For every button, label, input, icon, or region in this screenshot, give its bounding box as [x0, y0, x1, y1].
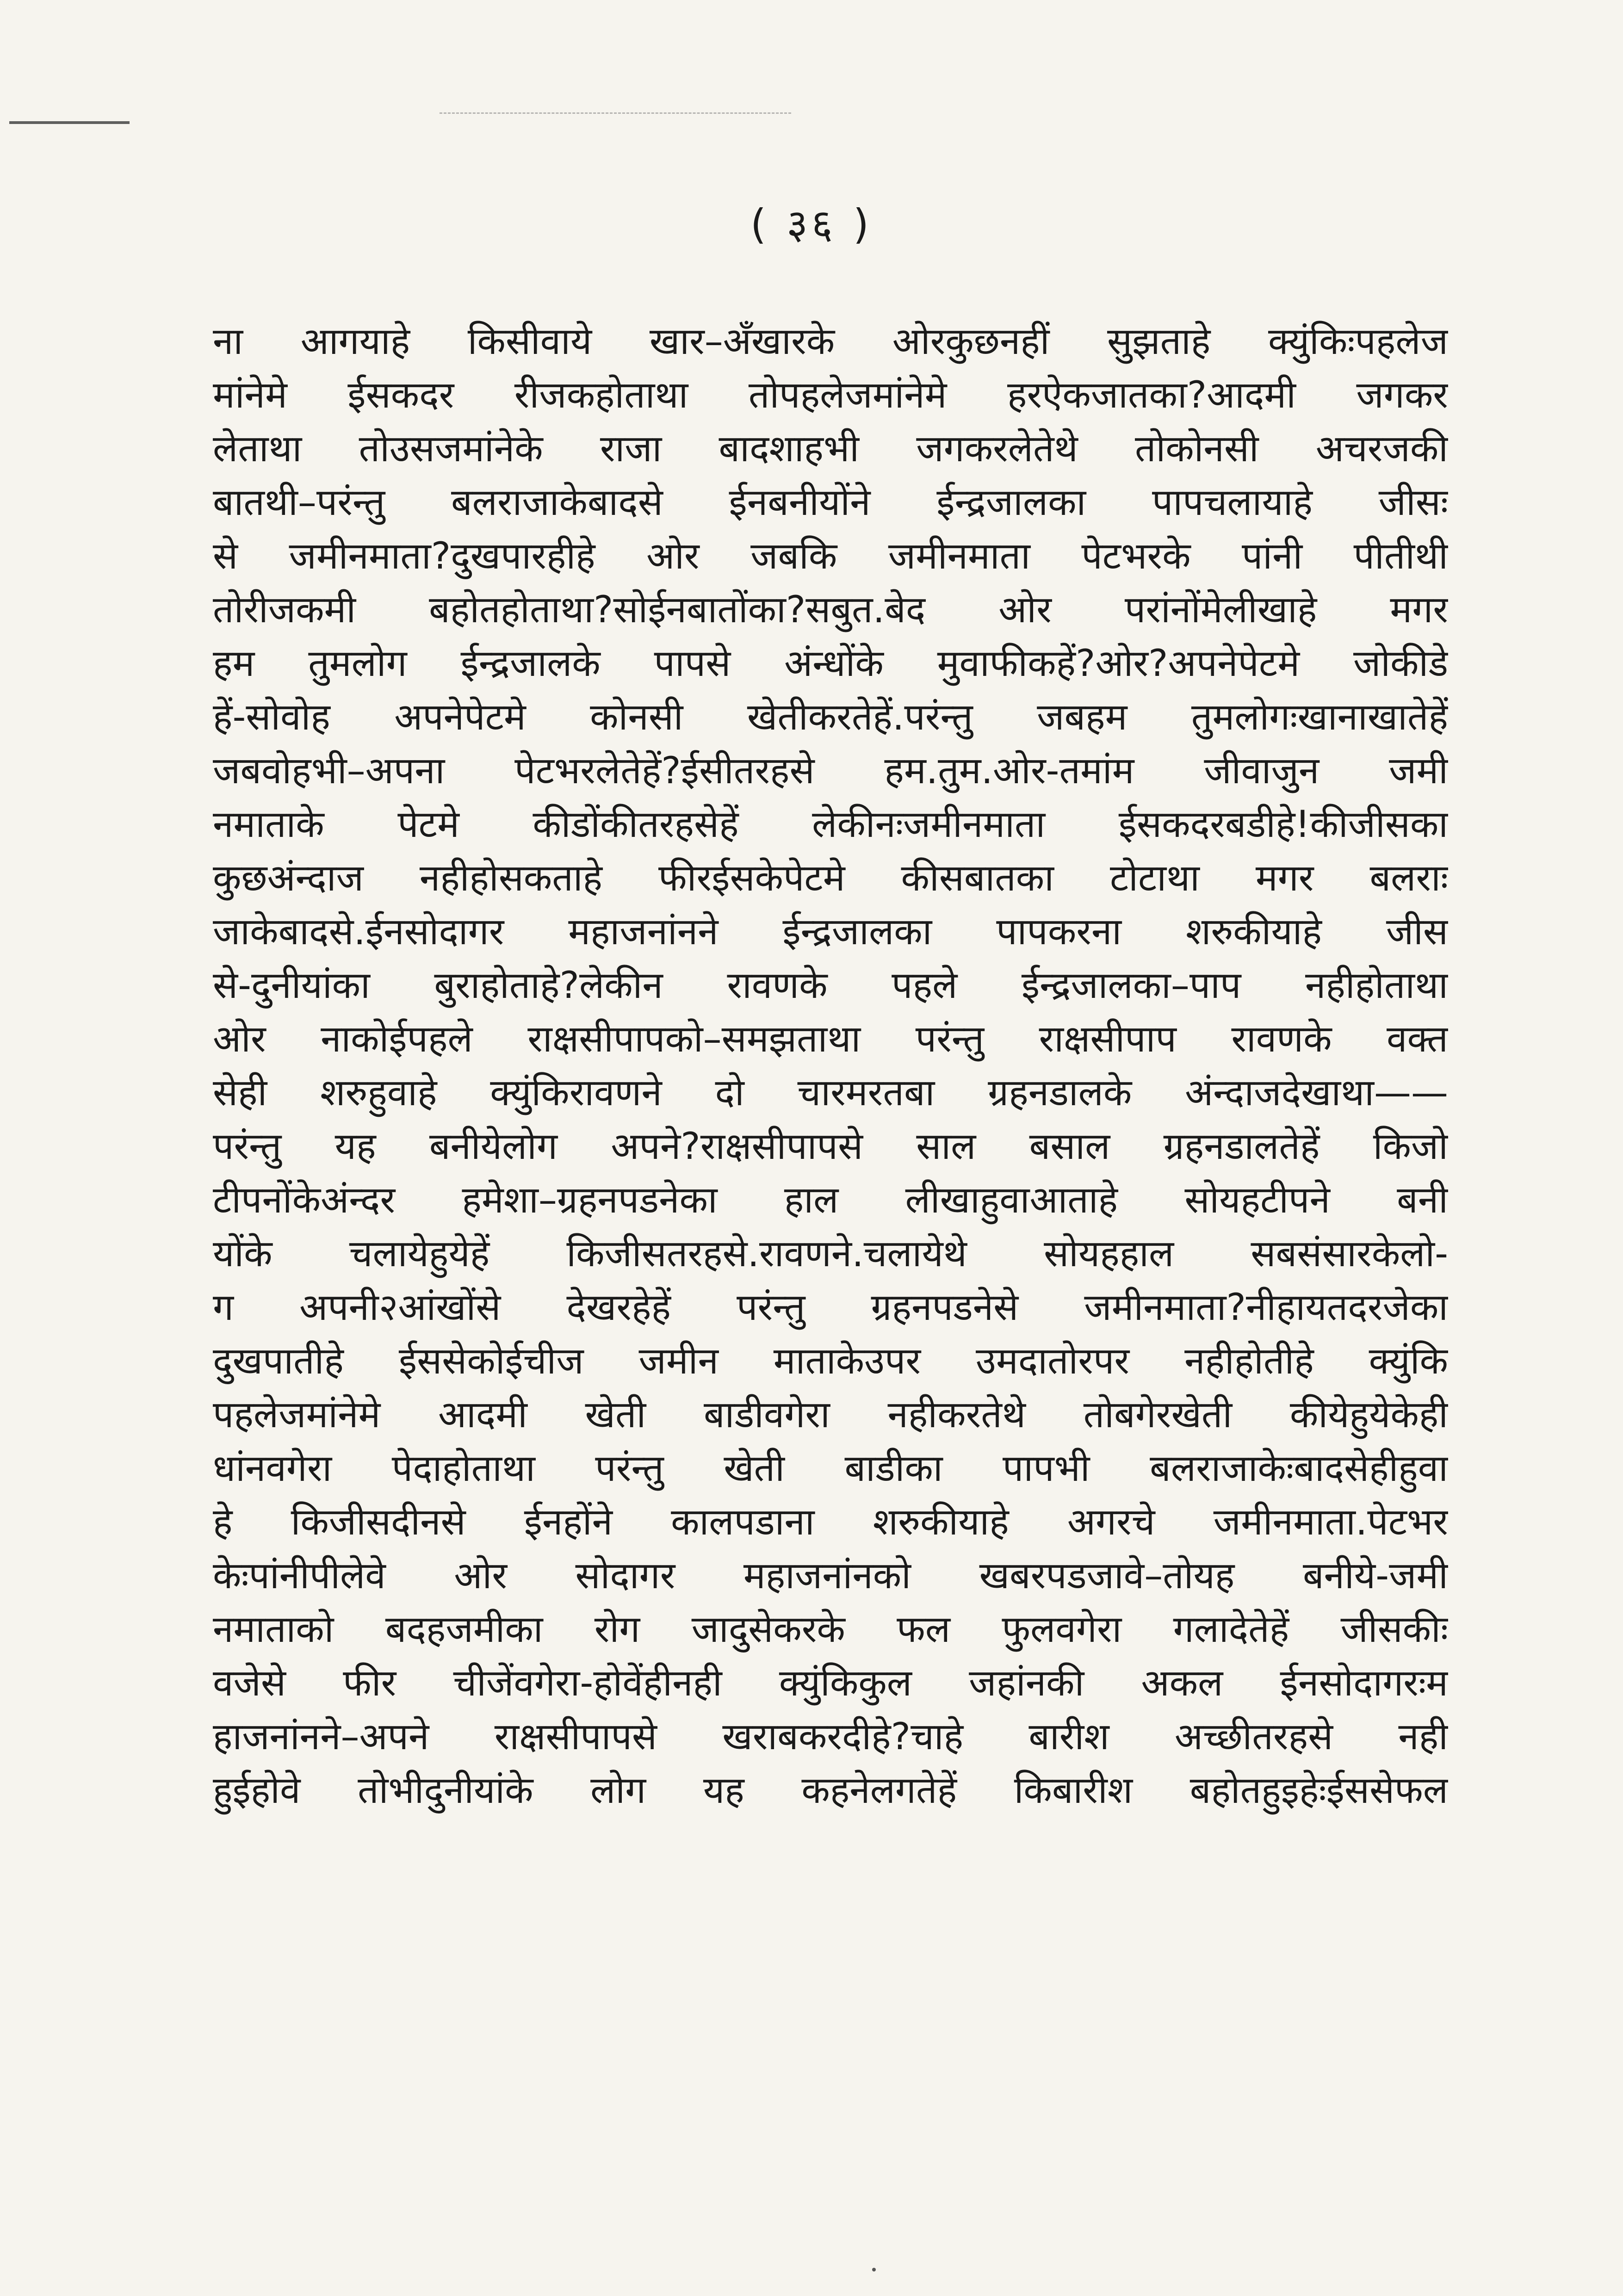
text-line: सेही शरुहुवाहे क्युंकिरावणने दो चारमरतबा ग्रहनडालके अंन्दाजदेखाथा—— [213, 1071, 1448, 1114]
text-line: योंके चलायेहुयेहें किजीसतरहसे.रावणने.चलायेथे सोयहहाल सबसंसारकेलो- [213, 1232, 1448, 1275]
text-line: कुछअंन्दाज नहीहोसकताहे फीरईसकेपेटमे कीसबातका टोटाथा मगर बलराः [213, 856, 1448, 899]
text-line: नमाताको बदहजमीका रोग जादुसेकरके फल फुलवगेरा गलादेतेहें जीसकीः [213, 1608, 1448, 1651]
text-line: ना आगयाहे किसीवाये खार–अँखारके ओरकुछनहीं सुझताहे क्युंकिःपहलेज [213, 320, 1448, 363]
scan-dash-mark [440, 112, 791, 114]
text-line: टीपनोंकेअंन्दर हमेशा–ग्रहनपडनेका हाल लीखाहुवाआताहे सोयहटीपने बनी [213, 1178, 1448, 1221]
text-line: हाजनांनने–अपने राक्षसीपापसे खराबकरदीहे?चाहे बारीश अच्छीतरहसे नही [213, 1715, 1448, 1758]
scan-edge-mark [9, 121, 130, 124]
text-line: धांनवगेरा पेदाहोताथा परंन्तु खेती बाडीका पापभी बलराजाकेःबादसेहीहुवा [213, 1447, 1448, 1490]
text-line: मांनेमे ईसकदर रीजकहोताथा तोपहलेजमांनेमे हरऐकजातका?आदमी जगकर [213, 373, 1448, 416]
text-line: हम तुमलोग ईन्द्रजालके पापसे अंन्धोंके मुवाफीकहें?ओर?अपनेपेटमे जोकीडे [213, 642, 1448, 685]
text-line: परंन्तु यह बनीयेलोग अपने?राक्षसीपापसे साल बसाल ग्रहनडालतेहें किजो [213, 1125, 1448, 1168]
text-line: वजेसे फीर चीजेंवगेरा-होवेंहीनही क्युंकिकुल जहांनकी अकल ईनसोदागरःम [213, 1661, 1448, 1704]
page-number: ( ३६ ) [750, 200, 873, 248]
text-line: से-दुनीयांका बुराहोताहे?लेकीन रावणके पहले ईन्द्रजालका–पाप नहीहोताथा [213, 964, 1448, 1007]
text-line: हें-सोवोह अपनेपेटमे कोनसी खेतीकरतेहें.परंन्तु जबहम तुमलोगःखानाखातेहें [213, 695, 1448, 738]
scan-speck [872, 2268, 876, 2271]
text-line: हे किजीसदीनसे ईनहोंने कालपडाना शरुकीयाहे अगरचे जमीनमाता.पेटभर [213, 1500, 1448, 1543]
text-line: केःपांनीपीलेवे ओर सोदागर महाजनांनको खबरपडजावे–तोयह बनीये-जमी [213, 1554, 1448, 1597]
text-line: जाकेबादसे.ईनसोदागर महाजनांनने ईन्द्रजालका पापकरना शरुकीयाहे जीस [213, 910, 1448, 953]
text-line: हुईहोवे तोभीदुनीयांके लोग यह कहनेलगतेहें किबारीश बहोतहुइहेःईससेफल [213, 1769, 1448, 1812]
text-line: नमाताके पेटमे कीडोंकीतरहसेहें लेकीनःजमीनमाता ईसकदरबडीहे!कीजीसका [213, 803, 1448, 846]
text-line: जबवोहभी–अपना पेटभरलेतेहें?ईसीतरहसे हम.तुम.ओर-तमांम जीवाजुन जमी [213, 749, 1448, 792]
text-line: लेताथा तोउसजमांनेके राजा बादशाहभी जगकरलेतेथे तोकोनसी अचरजकी [213, 427, 1448, 470]
text-line: से जमीनमाता?दुखपारहीहे ओर जबकि जमीनमाता पेटभरके पांनी पीतीथी [213, 534, 1448, 577]
text-line: तोरीजकमी बहोतहोताथा?सोईनबातोंका?सबुत.बेद ओर परांनोंमेलीखाहे मगर [213, 588, 1448, 631]
body-text [213, 315, 1448, 1817]
text-line: दुखपातीहे ईससेकोईचीज जमीन माताकेउपर उमदातोरपर नहीहोतीहे क्युंकि [213, 1339, 1448, 1382]
text-line: ओर नाकोईपहले राक्षसीपापको–समझताथा परंन्तु राक्षसीपाप रावणके वक्त [213, 1017, 1448, 1060]
text-line: ग अपनी२आंखोंसे देखरहेहें परंन्तु ग्रहनपडनेसे जमीनमाता?नीहायतदरजेका [213, 1286, 1448, 1329]
text-line: बातथी–परंन्तु बलराजाकेबादसे ईनबनीयोंने ईन्द्रजालका पापचलायाहे जीसः [213, 481, 1448, 524]
text-line: पहलेजमांनेमे आदमी खेती बाडीवगेरा नहीकरतेथे तोबगेरखेती कीयेहुयेकेही [213, 1393, 1448, 1436]
